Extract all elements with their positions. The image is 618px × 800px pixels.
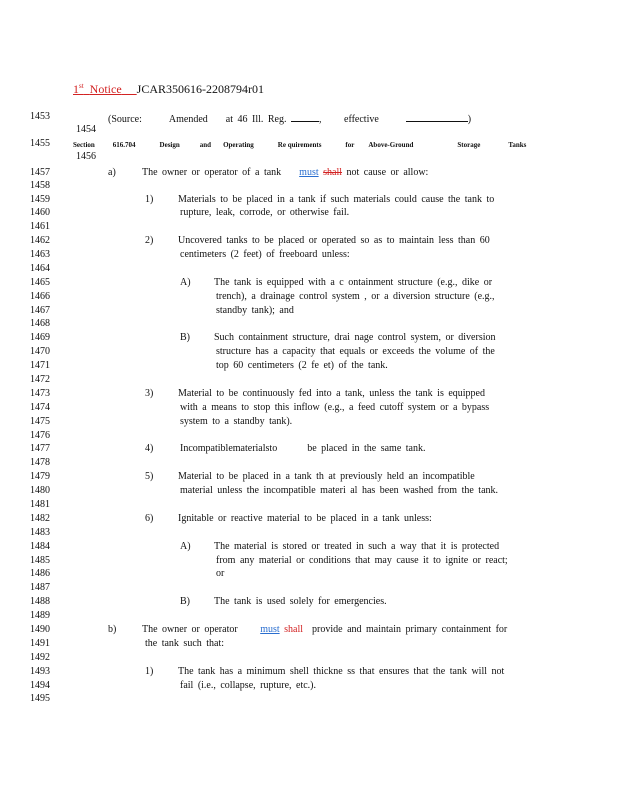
item-text: trench), a drainage control system , or a diversion structure (e.g., [216, 291, 495, 302]
blank-line [291, 112, 319, 122]
line-number: 1466 [30, 291, 50, 302]
item-text: fail (i.e., collapse, rupture, etc.). [180, 680, 316, 691]
item-text: material unless the incompatible materi al has been washed from the tank. [180, 485, 499, 496]
line-number: 1479 [30, 471, 50, 482]
line-number: 1472 [30, 374, 50, 385]
line-number: 1487 [30, 582, 50, 593]
line-number: 1486 [30, 568, 50, 579]
line-number: 1467 [30, 305, 50, 316]
item-text: Such containment structure, drai nage control system, or diversion [214, 332, 496, 343]
line-number: 1470 [30, 346, 50, 357]
line-number: 1464 [30, 263, 50, 274]
item-marker: 6) [145, 513, 154, 524]
line-number: 1484 [30, 541, 50, 552]
section-heading: Section 616.704 Design and Operating Re quirements for Above-Ground Storage Tanks [73, 141, 527, 149]
item-marker: 1) [145, 666, 154, 677]
line-number: 1458 [30, 180, 50, 191]
item-text: or [216, 568, 225, 579]
line-number: 1461 [30, 221, 50, 232]
line-number: 1475 [30, 416, 50, 427]
line-number: 1471 [30, 360, 50, 371]
line-number: 1474 [30, 402, 50, 413]
line-number: 1463 [30, 249, 50, 260]
item-marker: A) [180, 277, 191, 288]
item-text: standby tank); and [216, 305, 294, 316]
item-text: with a means to stop this inflow (e.g., a feed cutoff system or a bypass [180, 402, 490, 413]
notice-header [73, 80, 264, 95]
item-marker: B) [180, 596, 190, 607]
item-text: system to a standby tank). [180, 416, 293, 427]
item-marker: A) [180, 541, 191, 552]
line-number: 1493 [30, 666, 50, 677]
line-number: 1456 [76, 151, 96, 162]
line-number: 1482 [30, 513, 50, 524]
deleted-text: shall [323, 167, 343, 178]
line-number: 1485 [30, 555, 50, 566]
line-number: 1488 [30, 596, 50, 607]
item-marker: B) [180, 332, 190, 343]
item-text: rupture, leak, corrode, or otherwise fail. [180, 207, 350, 218]
item-text: Incompatiblematerialsto be placed in the same tank. [180, 443, 426, 454]
inserted-text: must [299, 167, 319, 178]
subsection-b-text: the tank such that: [145, 638, 225, 649]
line-number: 1457 [30, 167, 50, 178]
line-number: 1468 [30, 318, 50, 329]
line-number: 1494 [30, 680, 50, 691]
line-number: 1481 [30, 499, 50, 510]
inserted-text: must [260, 624, 280, 635]
item-marker: 4) [145, 443, 154, 454]
item-marker: 1) [145, 194, 154, 205]
item-text: The tank is used solely for emergencies. [214, 596, 387, 607]
item-text: Ignitable or reactive material to be placed in a tank unless: [178, 513, 432, 524]
subsection-a-text: The owner or operator of a tank must shall not cause or allow: [142, 167, 429, 178]
line-number: 1455 [30, 138, 50, 149]
doc-id: JCAR350616-2208794r01 [136, 82, 265, 96]
line-number: 1473 [30, 388, 50, 399]
item-text: Materials to be placed in a tank if such materials could cause the tank to [178, 194, 495, 205]
item-text: structure has a capacity that equals or exceeds the volume of the [216, 346, 495, 357]
item-marker: 2) [145, 235, 154, 246]
item-text: The tank is equipped with a c ontainment structure (e.g., dike or [214, 277, 493, 288]
line-number: 1483 [30, 527, 50, 538]
line-number: 1480 [30, 485, 50, 496]
item-text: The tank has a minimum shell thickne ss that ensures that the tank will not [178, 666, 505, 677]
item-text: Material to be placed in a tank th at previously held an incompatible [178, 471, 475, 482]
blank-line [406, 112, 468, 122]
item-text: centimeters (2 feet) of freeboard unless: [180, 249, 350, 260]
line-number: 1465 [30, 277, 50, 288]
line-number: 1453 [30, 111, 50, 122]
line-number: 1491 [30, 638, 50, 649]
item-marker: 5) [145, 471, 154, 482]
line-number: 1469 [30, 332, 50, 343]
line-number: 1490 [30, 624, 50, 635]
line-number: 1476 [30, 430, 50, 441]
item-text: Material to be continuously fed into a tank, unless the tank is equipped [178, 388, 485, 399]
line-number: 1492 [30, 652, 50, 663]
line-number: 1495 [30, 693, 50, 704]
source-line: (Source: Amended at 46 Ill. Reg. , effective ) [108, 114, 472, 125]
subsection-a-marker: a) [108, 167, 116, 178]
line-number: 1460 [30, 207, 50, 218]
line-number: 1462 [30, 235, 50, 246]
subsection-b-marker: b) [108, 624, 117, 635]
modified-text: shall [284, 624, 304, 635]
line-number: 1478 [30, 457, 50, 468]
item-text: top 60 centimeters (2 fe et) of the tank. [216, 360, 388, 371]
line-number: 1489 [30, 610, 50, 621]
line-number: 1459 [30, 194, 50, 205]
item-text: Uncovered tanks to be placed or operated so as to maintain less than 60 [178, 235, 490, 246]
item-text: from any material or conditions that may cause it to ignite or react; [216, 555, 508, 566]
item-marker: 3) [145, 388, 154, 399]
line-number: 1477 [30, 443, 50, 454]
subsection-b-text: The owner or operator must shall provide and maintain primary containment for [142, 624, 508, 635]
notice-label: 1st Notice [73, 82, 122, 96]
item-text: The material is stored or treated in such a way that it is protected [214, 541, 500, 552]
line-number: 1454 [76, 124, 96, 135]
